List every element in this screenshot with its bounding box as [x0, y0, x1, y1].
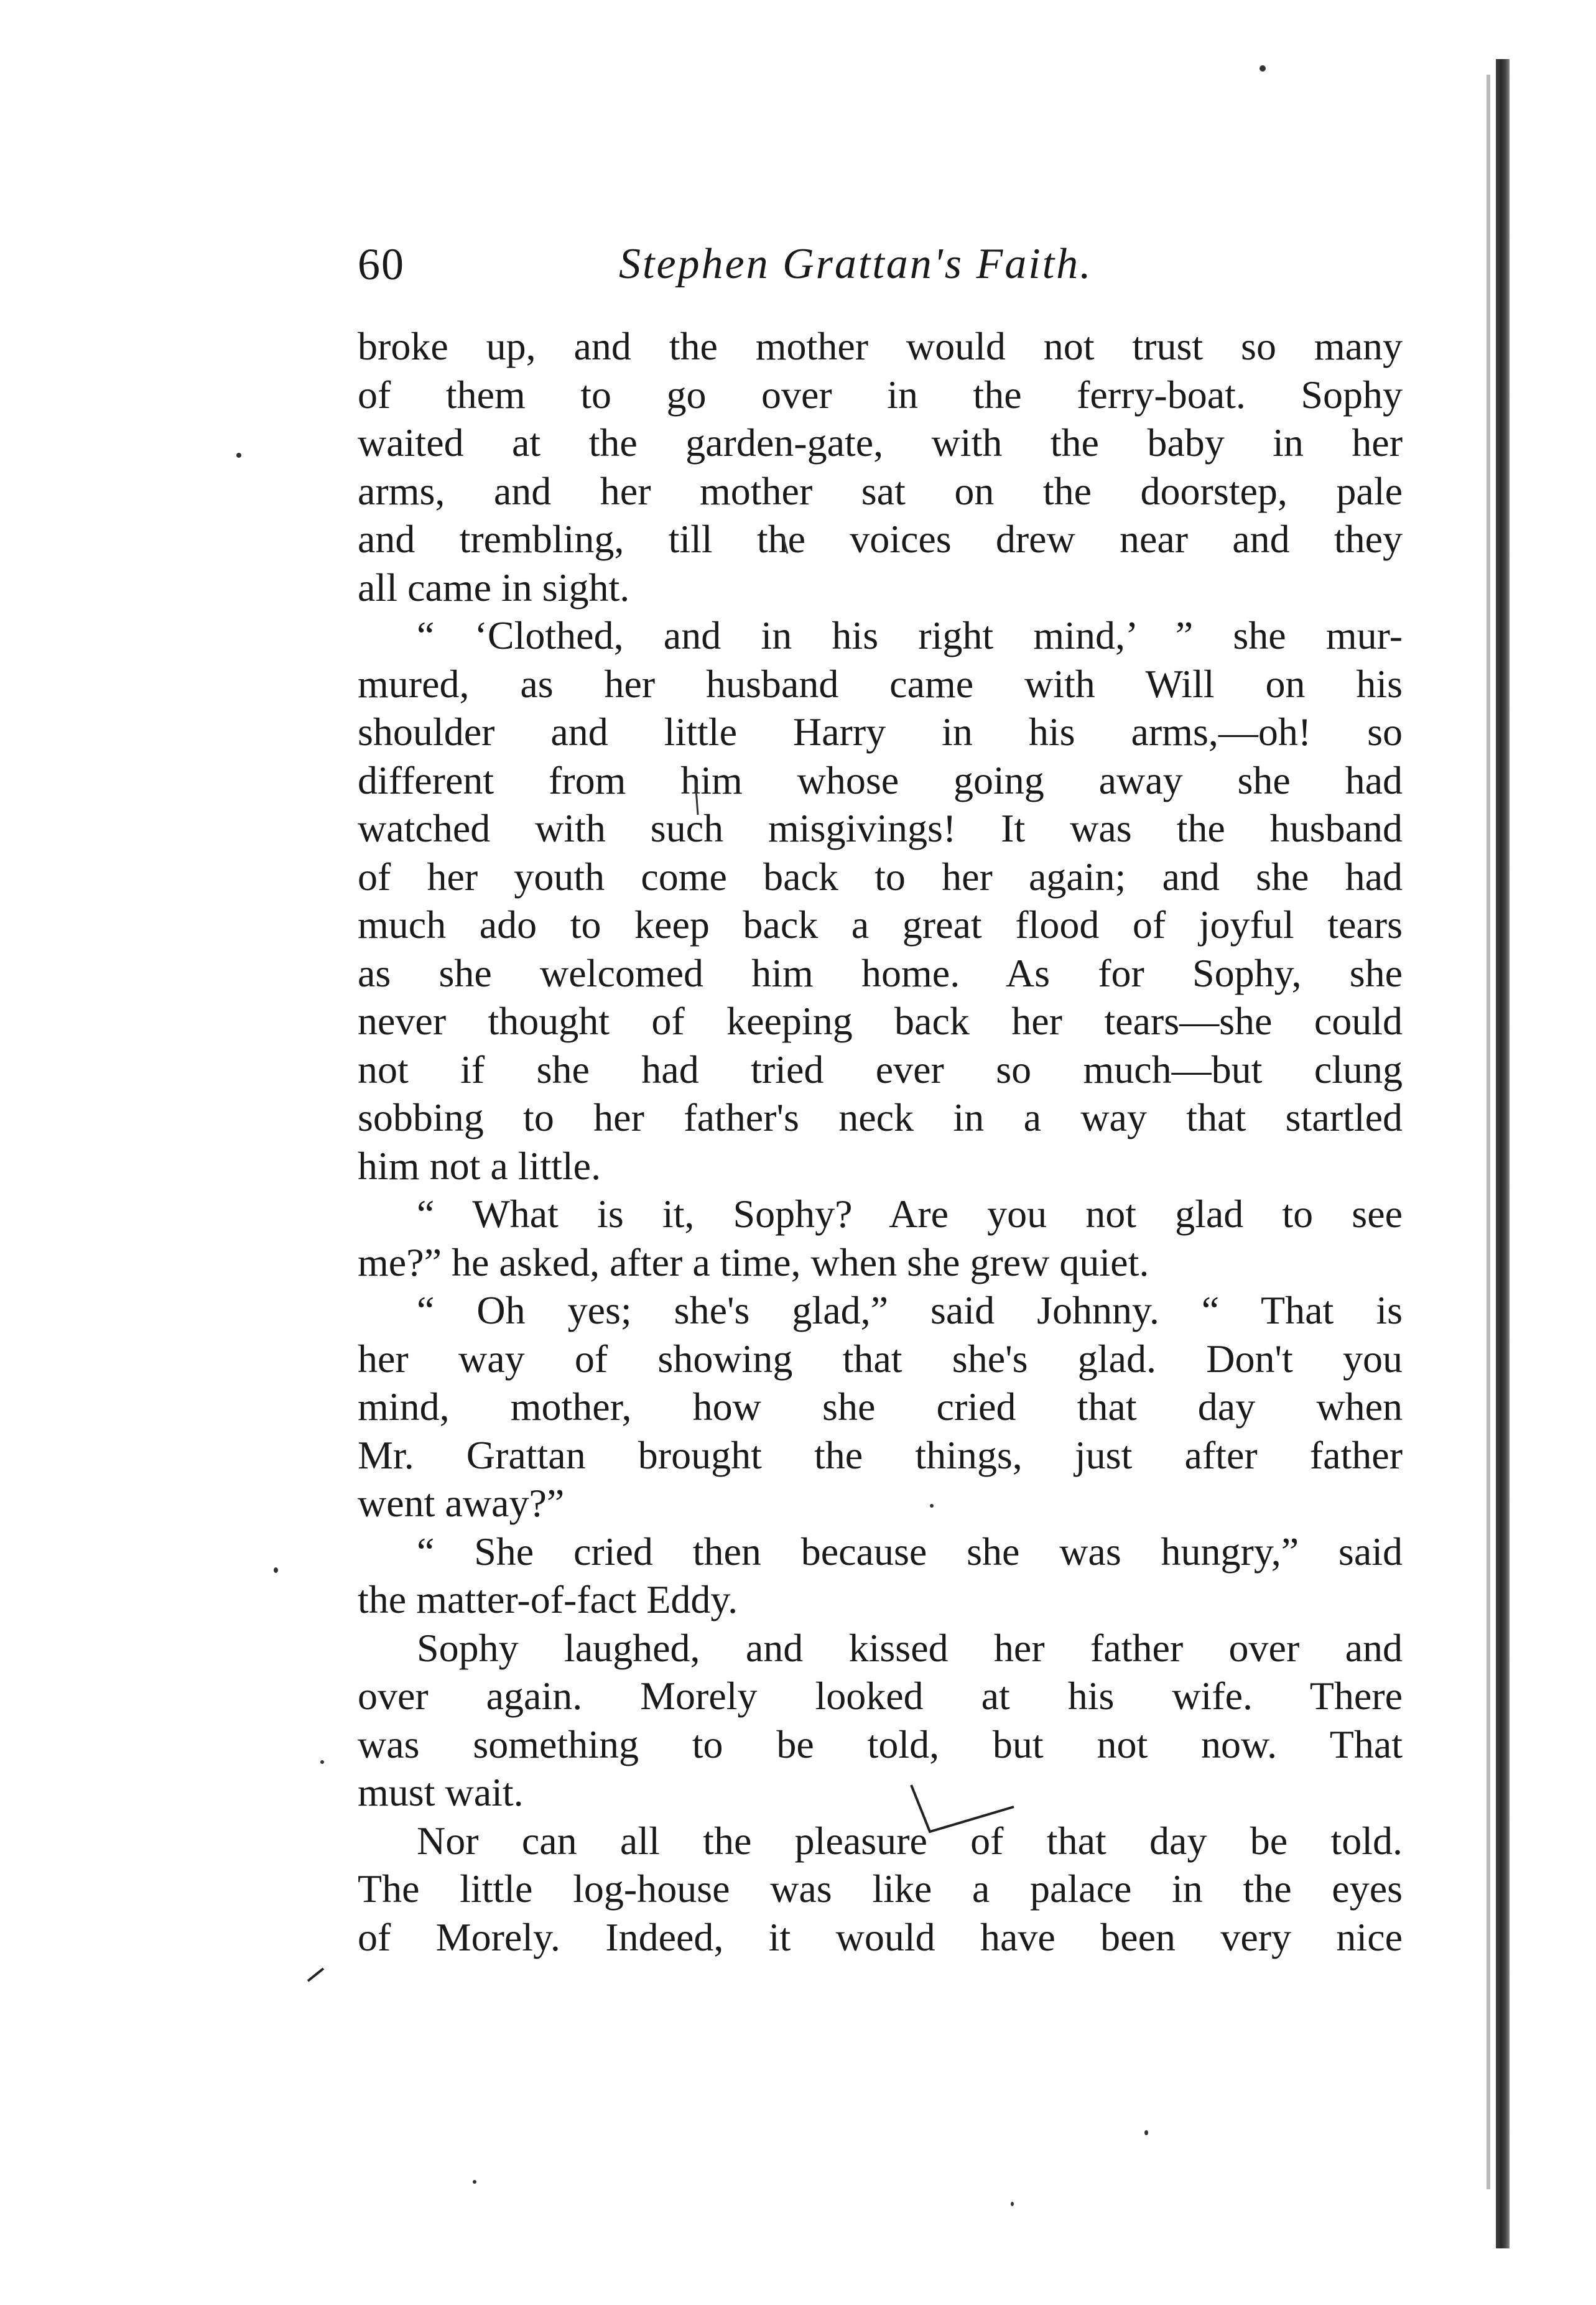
text-line: sobbing to her father's neck in a way that startled [358, 1095, 1403, 1139]
scan-speck [1011, 2202, 1014, 2206]
text-line: The little log-house was like a palace in the eyes [358, 1867, 1403, 1911]
text-line: “ ‘Clothed, and in his right mind,’ ” she mur- [417, 613, 1403, 657]
page-number: 60 [358, 239, 405, 289]
text-line: watched with such misgivings! It was the husband [358, 806, 1403, 850]
scan-speck [1260, 65, 1266, 72]
text-line: as she welcomed him home. As for Sophy, she [358, 950, 1403, 995]
text-line: “ She cried then because she was hungry,” said [417, 1529, 1403, 1574]
text-line: over again. Morely looked at his wife. There [358, 1674, 1403, 1718]
text-line: Mr. Grattan brought the things, just after father [358, 1432, 1403, 1477]
text-line: him not a little. [358, 1143, 601, 1188]
body-text [358, 322, 1403, 1961]
scan-speck [1144, 2130, 1148, 2135]
text-line: her way of showing that she's glad. Don't you [358, 1336, 1403, 1381]
text-line: the matter-of-fact Eddy. [358, 1577, 738, 1621]
text-line: of them to go over in the ferry-boat. Sophy [358, 372, 1403, 417]
text-line: of Morely. Indeed, it would have been very nice [358, 1914, 1403, 1959]
text-line: was something to be told, but not now. That [358, 1722, 1403, 1766]
scan-speck [236, 453, 241, 458]
running-title: Stephen Grattan's Faith. [619, 240, 1093, 288]
text-line: of her youth come back to her again; and she had [358, 854, 1403, 899]
text-line: must wait. [358, 1770, 524, 1814]
scan-speck [274, 1567, 278, 1573]
text-line: “ Oh yes; she's glad,” said Johnny. “ That is [417, 1288, 1403, 1332]
running-header [358, 230, 1403, 299]
text-line: “ What is it, Sophy? Are you not glad to see [417, 1192, 1403, 1236]
text-line: all came in sight. [358, 565, 630, 610]
scan-speck [320, 1760, 324, 1764]
text-line: Nor can all the pleasure of that day be told. [417, 1818, 1403, 1863]
text-line: went away?” [358, 1481, 565, 1525]
text-line: mind, mother, how she cried that day when [358, 1384, 1403, 1429]
binding-edge [1496, 59, 1510, 2248]
text-line: much ado to keep back a great flood of joyful tears [358, 902, 1403, 947]
page-edge-shadow [1487, 75, 1490, 2189]
text-line: arms, and her mother sat on the doorstep, pale [358, 468, 1403, 513]
text-line: shoulder and little Harry in his arms,—oh! so [358, 710, 1403, 754]
text-line: broke up, and the mother would not trust so many [358, 324, 1403, 368]
text-line: me?” he asked, after a time, when she grew quiet. [358, 1240, 1149, 1284]
text-line: Sophy laughed, and kissed her father over and [417, 1625, 1403, 1670]
text-line: never thought of keeping back her tears—she could [358, 999, 1403, 1043]
text-line: mured, as her husband came with Will on his [358, 661, 1403, 706]
text-line: waited at the garden-gate, with the baby in her [358, 420, 1403, 465]
text-line: not if she had tried ever so much—but clung [358, 1047, 1403, 1092]
scan-speck [473, 2180, 476, 2184]
text-line: different from him whose going away she had [358, 758, 1403, 802]
scan-speck [930, 1504, 934, 1508]
text-line: and trembling, till the voices drew near and they [358, 517, 1403, 561]
